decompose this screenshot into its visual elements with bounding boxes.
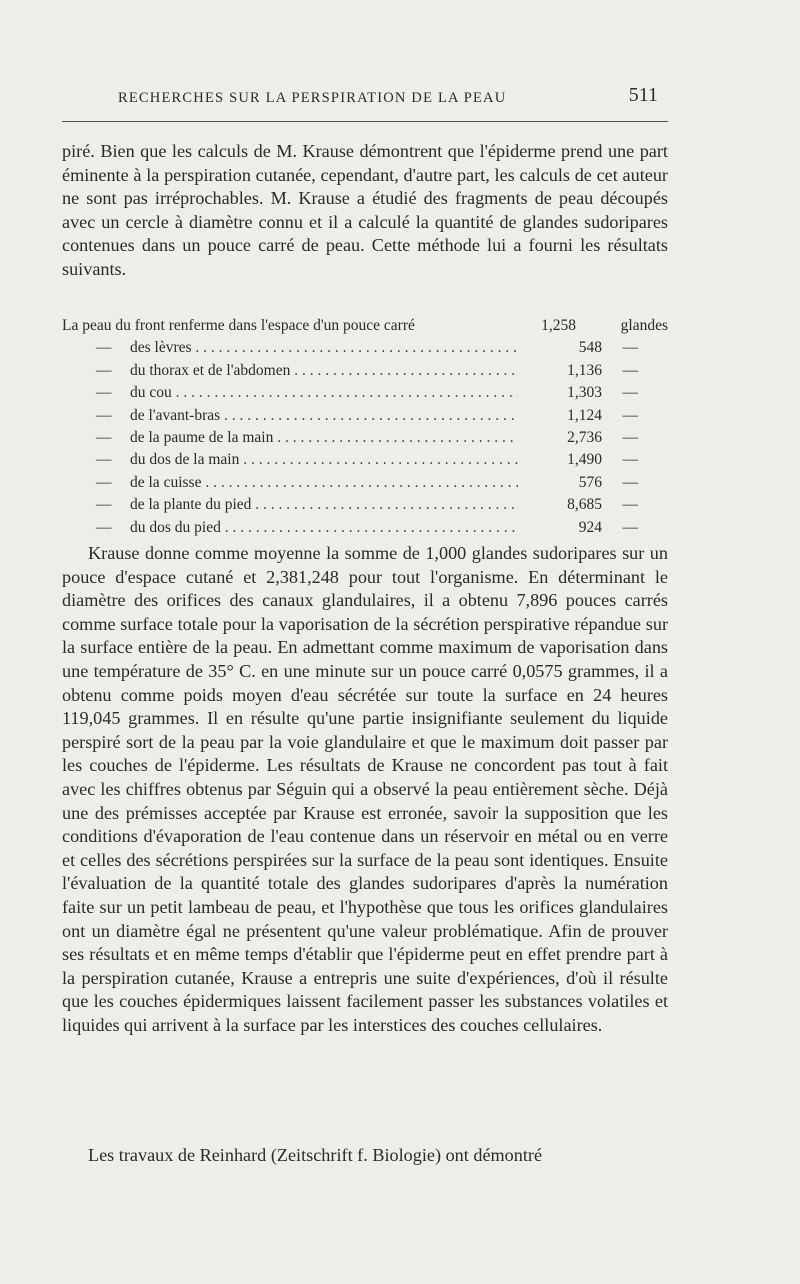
table-row-value: 1,136: [567, 361, 602, 379]
ditto-mark: —: [622, 361, 638, 379]
ditto-dash: —: [96, 496, 112, 514]
paragraph-2: Krause donne comme moyenne la somme de 1,000 glandes sudoripares sur un pouce d'espace cutané et 2,381,248 pour tout l'organisme. En déterminant le diamètre des orifices des canaux glandulaires, il a obtenu 7,896 pouces carrés comme surface totale pour la vaporisation de la sécrétion perspirative répandue sur la surface entière de la peau. En admettant comme maximum de vaporisation dans une température de 35° C. en une minute sur un pouce carré 0,0575 grammes, il a obtenu comme poids moyen d'eau sécrétée sur toute la surface en 24 heures 119,045 grammes. Il en résulte qu'une partie insignifiante seulement du liquide perspiré sort de la peau par la voie glandulaire et que le maximum doit passer par les couches de l'épiderme. Les résultats de Krause ne concordent pas tout à fait avec les chiffres obtenus par Séguin qui a observé la peau entièrement sèche. Déjà une des prémisses acceptée par Krause est erronée, savoir la supposition que les conditions d'évaporation de l'eau contenue dans un réservoir en métal ou en verre et celles des sécrétions perspirées sur la surface de la peau sont identiques. Ensuite l'évaluation de la quantité totale des glandes sudoripares d'après la numération faite sur un petit lambeau de peau, et l'hypothèse que tous les orifices glandulaires ont un diamètre égal ne présentent qu'une valeur problématique. Afin de prouver ses résultats et en même temps d'établir que l'épiderme peut en effet prendre part à la perspiration cutanée, Krause a entrepris une suite d'expériences, d'où il résulte que les couches épidermiques laissent facilement passer les substances volatiles et liquides qui arrivent à la surface par les interstices des couches cellulaires.: [62, 543, 668, 1035]
ditto-dash: —: [96, 406, 112, 424]
table-row-unit: glandes: [620, 317, 668, 334]
ditto-dash: —: [96, 451, 112, 469]
table-row-value: 924: [578, 518, 602, 536]
table-row-lead: La peau du front renferme dans l'espace d'un pouce carré: [62, 317, 415, 334]
ditto-mark: —: [622, 518, 638, 536]
table-row: [62, 429, 668, 451]
table-row-value: 2,736: [567, 428, 602, 446]
table-row: [62, 474, 668, 496]
table-row-label: du dos de la main . . .: [130, 451, 518, 469]
page-header: [118, 84, 670, 114]
table-row-label: de l'avant-bras . . .: [130, 407, 518, 425]
table-row-value: 1,303: [567, 384, 602, 402]
table-row-value: 8,685: [567, 496, 602, 514]
ditto-dash: —: [96, 339, 112, 357]
table-row-label: des lèvres . . .: [130, 339, 518, 357]
table-row-value: 1,258: [541, 317, 576, 334]
table-row: [62, 451, 668, 473]
ditto-dash: —: [96, 473, 112, 491]
ditto-dash: —: [96, 361, 112, 379]
glands-table: [62, 317, 668, 541]
table-row: [62, 519, 668, 541]
ditto-mark: —: [622, 473, 638, 491]
table-row: [62, 339, 668, 361]
table-row: [62, 407, 668, 429]
header-rule: [62, 121, 668, 122]
ditto-mark: —: [622, 496, 638, 514]
table-row: [62, 362, 668, 384]
ditto-dash: —: [96, 428, 112, 446]
table-row-label: de la plante du pied . . .: [130, 496, 518, 514]
table-row-value: 1,490: [567, 451, 602, 469]
ditto-dash: —: [96, 384, 112, 402]
table-row-value: 1,124: [567, 406, 602, 424]
ditto-mark: —: [622, 451, 638, 469]
ditto-dash: —: [96, 518, 112, 536]
table-row-label: du thorax et de l'abdomen . . .: [130, 362, 518, 380]
ditto-mark: —: [622, 406, 638, 424]
table-row: [62, 496, 668, 518]
table-row-value: 548: [578, 339, 602, 357]
table-row-label: du cou . . .: [130, 384, 518, 402]
table-row-label: de la paume de la main . . .: [130, 429, 518, 447]
table-row-front: [62, 317, 668, 339]
paragraph-1: piré. Bien que les calculs de M. Krause démontrent que l'épiderme prend une part éminente à la perspiration cutanée, cependant, d'autre part, les calculs de cet auteur ne sont pas irréprochables. M. Krause a étudié des fragments de peau découpés avec un cercle à diamètre connu et il a calculé la quantité de glandes sudoripares contenues dans un pouce carré de peau. Cette méthode lui a fourni les résultats suivants.: [62, 141, 668, 279]
table-row-label: de la cuisse . . .: [130, 474, 518, 492]
running-head: RECHERCHES SUR LA PERSPIRATION DE LA PEAU: [118, 90, 507, 106]
table-row-value: 576: [578, 473, 602, 491]
paragraph-3: Les travaux de Reinhard (Zeitschrift f. Biologie) ont démontré: [88, 1145, 543, 1165]
table-row-label: du dos du pied . . .: [130, 519, 518, 537]
page-number: 511: [628, 84, 658, 106]
table-row: [62, 384, 668, 406]
ditto-mark: —: [622, 339, 638, 357]
ditto-mark: —: [622, 384, 638, 402]
ditto-mark: —: [622, 428, 638, 446]
